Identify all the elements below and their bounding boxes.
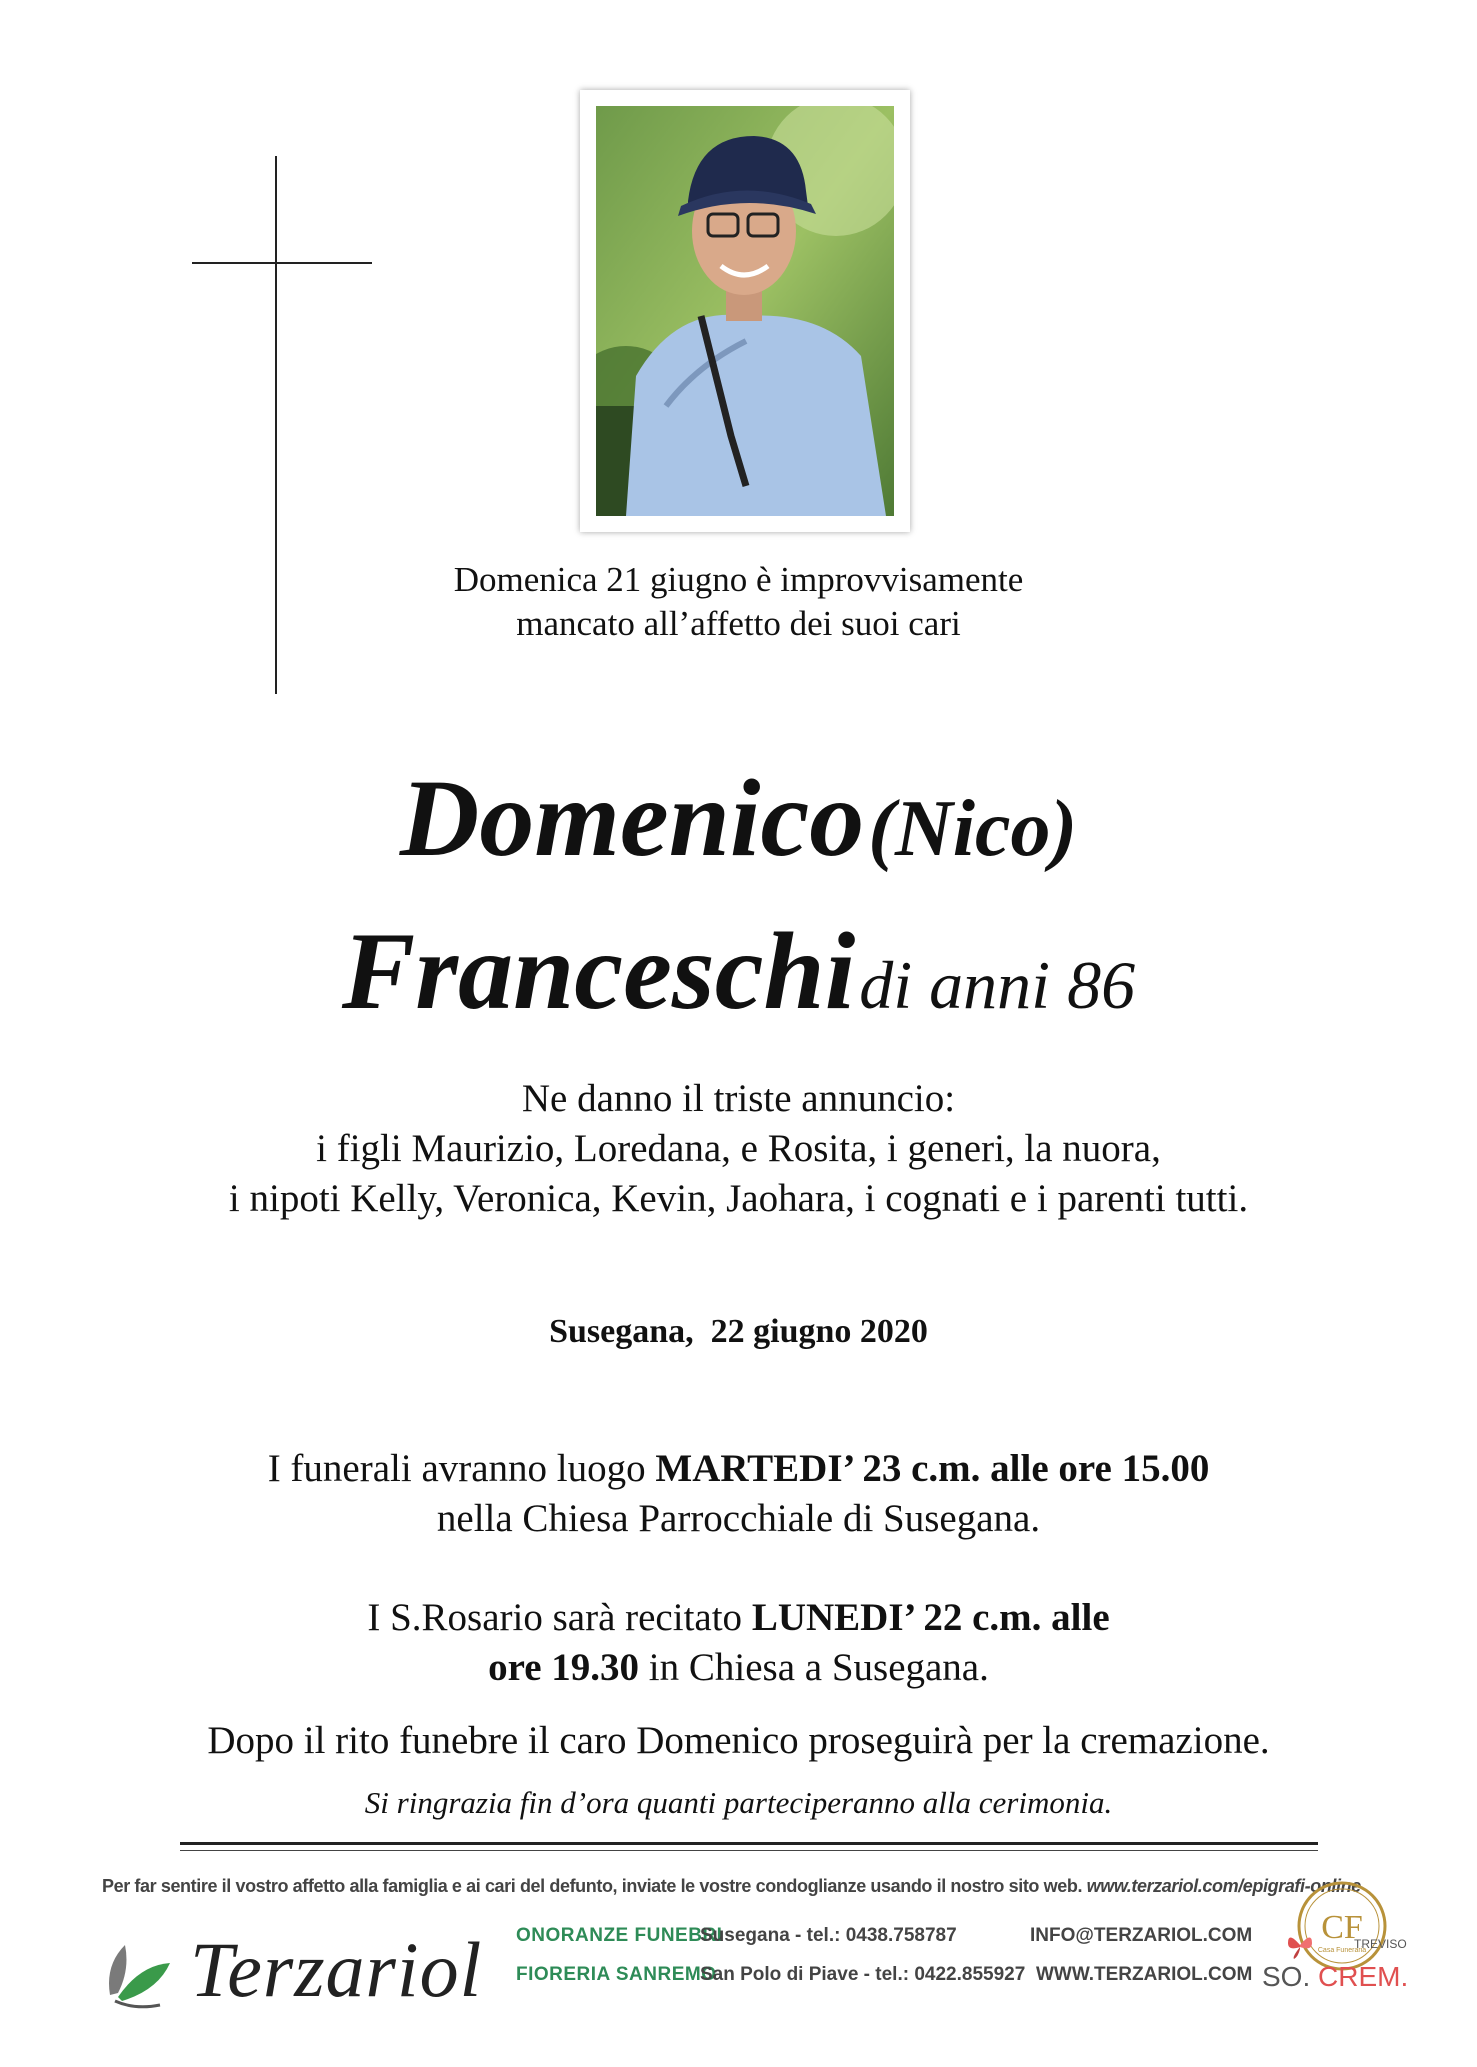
email-link[interactable]: INFO@TERZARIOL.COM: [1030, 1925, 1253, 1946]
contact-susegana: Susegana - tel.: 0438.758787: [700, 1925, 957, 1946]
announcement-line-3: i nipoti Kelly, Veronica, Kevin, Jaohara, i cognati e i parenti tutti.: [228, 1177, 1249, 1220]
announcement: [0, 1074, 1477, 1224]
intro-line-1: Domenica 21 giugno è improvvisamente: [453, 560, 1024, 599]
seal-caption: Casa Funeraria: [1317, 1947, 1367, 1954]
nickname: (Nico): [868, 785, 1078, 873]
place-date: Susegana, 22 giugno 2020: [549, 1313, 928, 1350]
socrem-logo: [1262, 1925, 1422, 2015]
portrait-photo: [596, 106, 894, 516]
funeral-info: [0, 1444, 1477, 1544]
brand-logo: Terzariol: [190, 1926, 483, 2013]
rosary-time: ore 19.30: [488, 1646, 640, 1689]
deceased-name: [0, 758, 1477, 1064]
service-florist: FIORERIA SANREMO: [516, 1964, 717, 1985]
socrem-accent: CREM.: [1318, 1961, 1409, 1992]
footer-note-link[interactable]: www.terzariol.com/epigrafi-online: [1086, 1876, 1361, 1896]
intro-line-2: mancato all’affetto dei suoi cari: [516, 604, 961, 643]
funeral-prefix: I funerali avranno luogo: [267, 1447, 656, 1490]
announcement-line-2: i figli Maurizio, Loredana, e Rosita, i generi, la nuora,: [316, 1127, 1161, 1170]
website-link[interactable]: WWW.TERZARIOL.COM: [1036, 1964, 1253, 1985]
service-funeral: ONORANZE FUNEBRI: [516, 1925, 723, 1946]
intro-text: [0, 558, 1477, 646]
socrem-name: [1262, 1961, 1408, 1993]
age: di anni 86: [859, 947, 1136, 1023]
socrem-region: TREVISO: [1354, 1937, 1407, 1951]
surname: Franceschi: [341, 910, 856, 1032]
cross-bar: [192, 262, 372, 264]
rosary-day: LUNEDI’ 22 c.m. alle: [751, 1596, 1110, 1639]
socrem-prefix: SO.: [1262, 1961, 1311, 1992]
funeral-where: nella Chiesa Parrocchiale di Susegana.: [436, 1497, 1041, 1540]
contact-san-polo: San Polo di Piave - tel.: 0422.855927: [700, 1964, 1026, 1985]
rosary-prefix: I S.Rosario sarà recitato: [367, 1596, 752, 1639]
leaf-logo-icon: [100, 1935, 190, 2020]
rosary-where: in Chiesa a Susegana.: [639, 1646, 989, 1689]
seal-monogram: CF: [1321, 1909, 1363, 1946]
funeral-when: MARTEDI’ 23 c.m. alle ore 15.00: [655, 1447, 1210, 1490]
cremation-note: Dopo il rito funebre il caro Domenico proseguirà per la cremazione.: [207, 1719, 1270, 1762]
announcement-line-1: Ne danno il triste annuncio:: [521, 1077, 956, 1120]
footer-note: [102, 1876, 1361, 1897]
divider-thick: [180, 1842, 1318, 1845]
rosary-info: [0, 1593, 1477, 1693]
first-name: Domenico: [399, 757, 865, 879]
thanks-note: Si ringrazia fin d’ora quanti parteciperanno alla cerimonia.: [364, 1785, 1113, 1820]
divider-thin: [180, 1850, 1318, 1851]
footer-note-text: Per far sentire il vostro affetto alla famiglia e ai cari del defunto, inviate le vostre condoglianze usando il nostro sito web.: [102, 1876, 1087, 1896]
portrait-frame: [580, 90, 910, 532]
